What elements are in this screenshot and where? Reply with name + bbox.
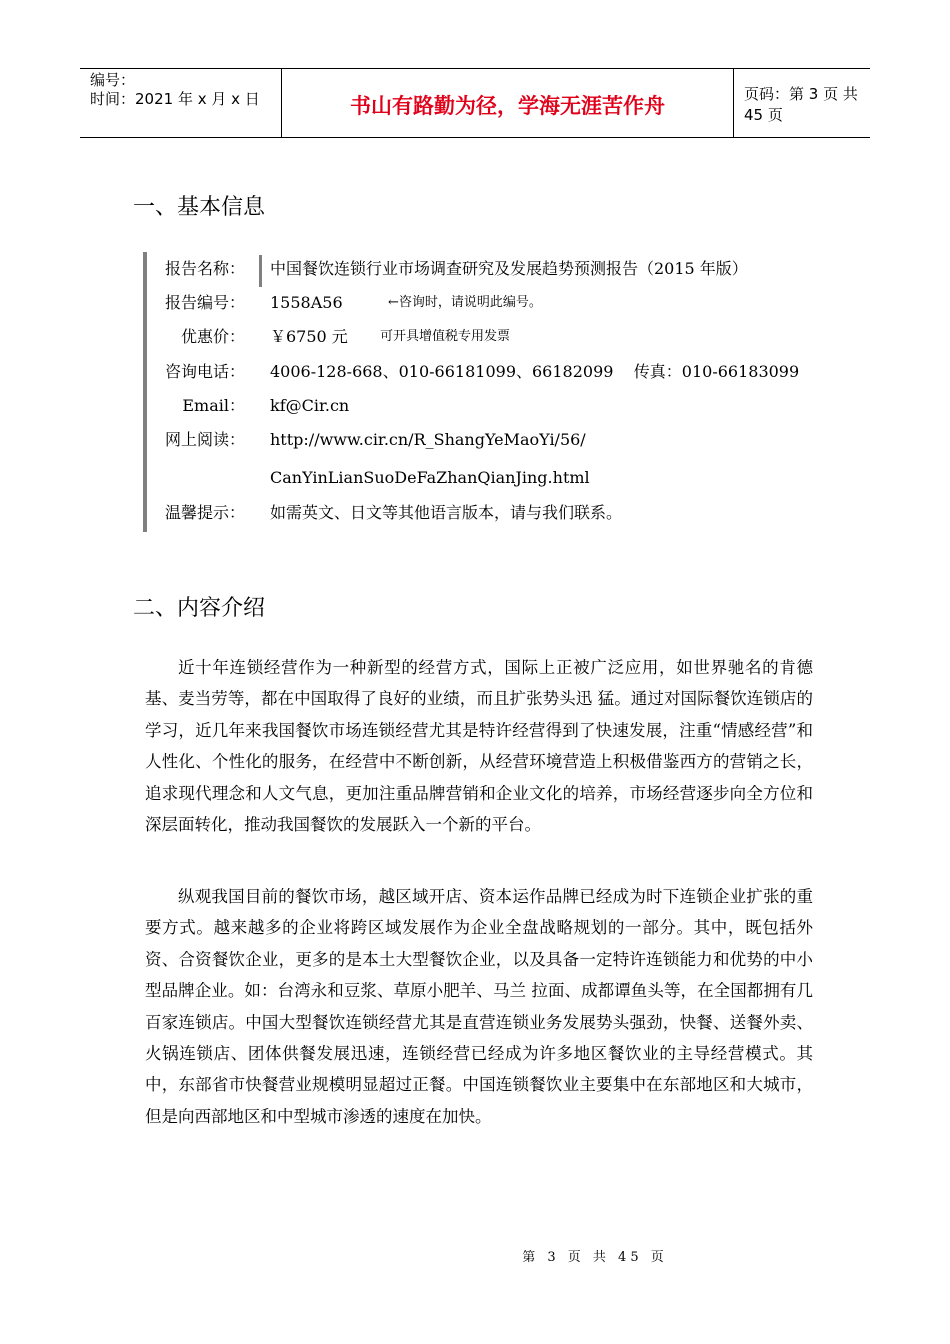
section-title-basic-info: 一、基本信息 (133, 195, 266, 220)
header-meta (80, 69, 282, 137)
phone-fax: 4006-128-668、010-66181099、66182099 传真：010-66183099 (270, 362, 800, 381)
report-name-label: 报告名称： (165, 259, 246, 278)
header-motto: 书山有路勤为径，学海无涯苦作舟 (350, 94, 665, 118)
content-paragraph-2: 纵观我国目前的餐饮市场，越区域开店、资本运作品牌已经成为时下连锁企业扩张的重要方式。越来越多的企业将跨区域发展作为企业全盘战略规划的一部分。其中，既包括外资、合资餐饮企业，更多的是本土大型餐饮企业，以及具备一定特许连锁能力和优势的中小型品牌企业。如：台湾永和豆浆、草原小肥羊、马兰 拉面、成都谭鱼头等，在全国都拥有几百家连锁店。中国大型餐饮连锁经营尤其是直营连锁业务发展势头强劲，快餐、送餐外卖、火锅连锁店、团体供餐发展迅速，连锁经营已经成为许多地区餐饮业的主导经营模式。其中，东部省市快餐营业规模明显超过正餐。中国连锁餐饮业主要集中在东部地区和大城市，但是向西部地区和中型城市渗透的速度在加快。 (145, 887, 813, 1126)
url-link-line1[interactable]: http://www.cir.cn/R_ShangYeMaoYi/56/ (270, 430, 586, 449)
header-motto-cell (282, 69, 734, 137)
footer-page-number: 第 3 页 共 45 页 (522, 1250, 668, 1265)
page-header (80, 68, 870, 138)
url-link-line2[interactable]: CanYinLianSuoDeFaZhanQianJing.html (270, 468, 590, 487)
tip-text: 如需英文、日文等其他语言版本，请与我们联系。 (270, 503, 623, 522)
phone-label: 咨询电话： (165, 362, 246, 381)
info-block-bar (143, 252, 147, 532)
header-page-info: 页码：第 3 页 共 45 页 (744, 85, 858, 124)
section-title-content-intro: 二、内容介绍 (133, 596, 266, 621)
price-label: 优惠价： (180, 327, 245, 346)
doc-date: 时间：2021 年 x 月 x 日 (90, 90, 260, 108)
report-name: 中国餐饮连锁行业市场调查研究及发展趋势预测报告（2015 年版） (270, 259, 748, 278)
report-name-marker (259, 255, 262, 287)
email-label: Email： (182, 396, 245, 415)
report-id-label: 报告编号： (165, 293, 246, 312)
price: ￥6750 元 (270, 327, 348, 346)
tip-label: 温馨提示： (165, 503, 246, 522)
doc-number-label: 编号： (90, 71, 136, 89)
content-paragraph-1: 近十年连锁经营作为一种新型的经营方式，国际上正被广泛应用，如世界驰名的肯德基、麦当劳等，都在中国取得了良好的业绩，而且扩张势头迅 猛。通过对国际餐饮连锁店的学习，近几年来我国餐饮市场连锁经营尤其是特许经营得到了快速发展，注重“情感经营”和人性化、个性化的服务，在经营中不断创新，从经营环境营造上积极借鉴西方的营销之长，追求现代理念和人文气息，更加注重品牌营销和企业文化的培养，市场经营逐步向全方位和深层面转化，推动我国餐饮的发展跃入一个新的平台。 (145, 658, 813, 835)
report-id-note: ←咨询时，请说明此编号。 (388, 295, 542, 310)
report-id: 1558A56 (270, 293, 343, 312)
email-link[interactable]: kf@Cir.cn (270, 396, 350, 415)
price-note: 可开具增值税专用发票 (380, 329, 511, 344)
url-label: 网上阅读： (165, 430, 246, 449)
page-footer (0, 1246, 950, 1265)
